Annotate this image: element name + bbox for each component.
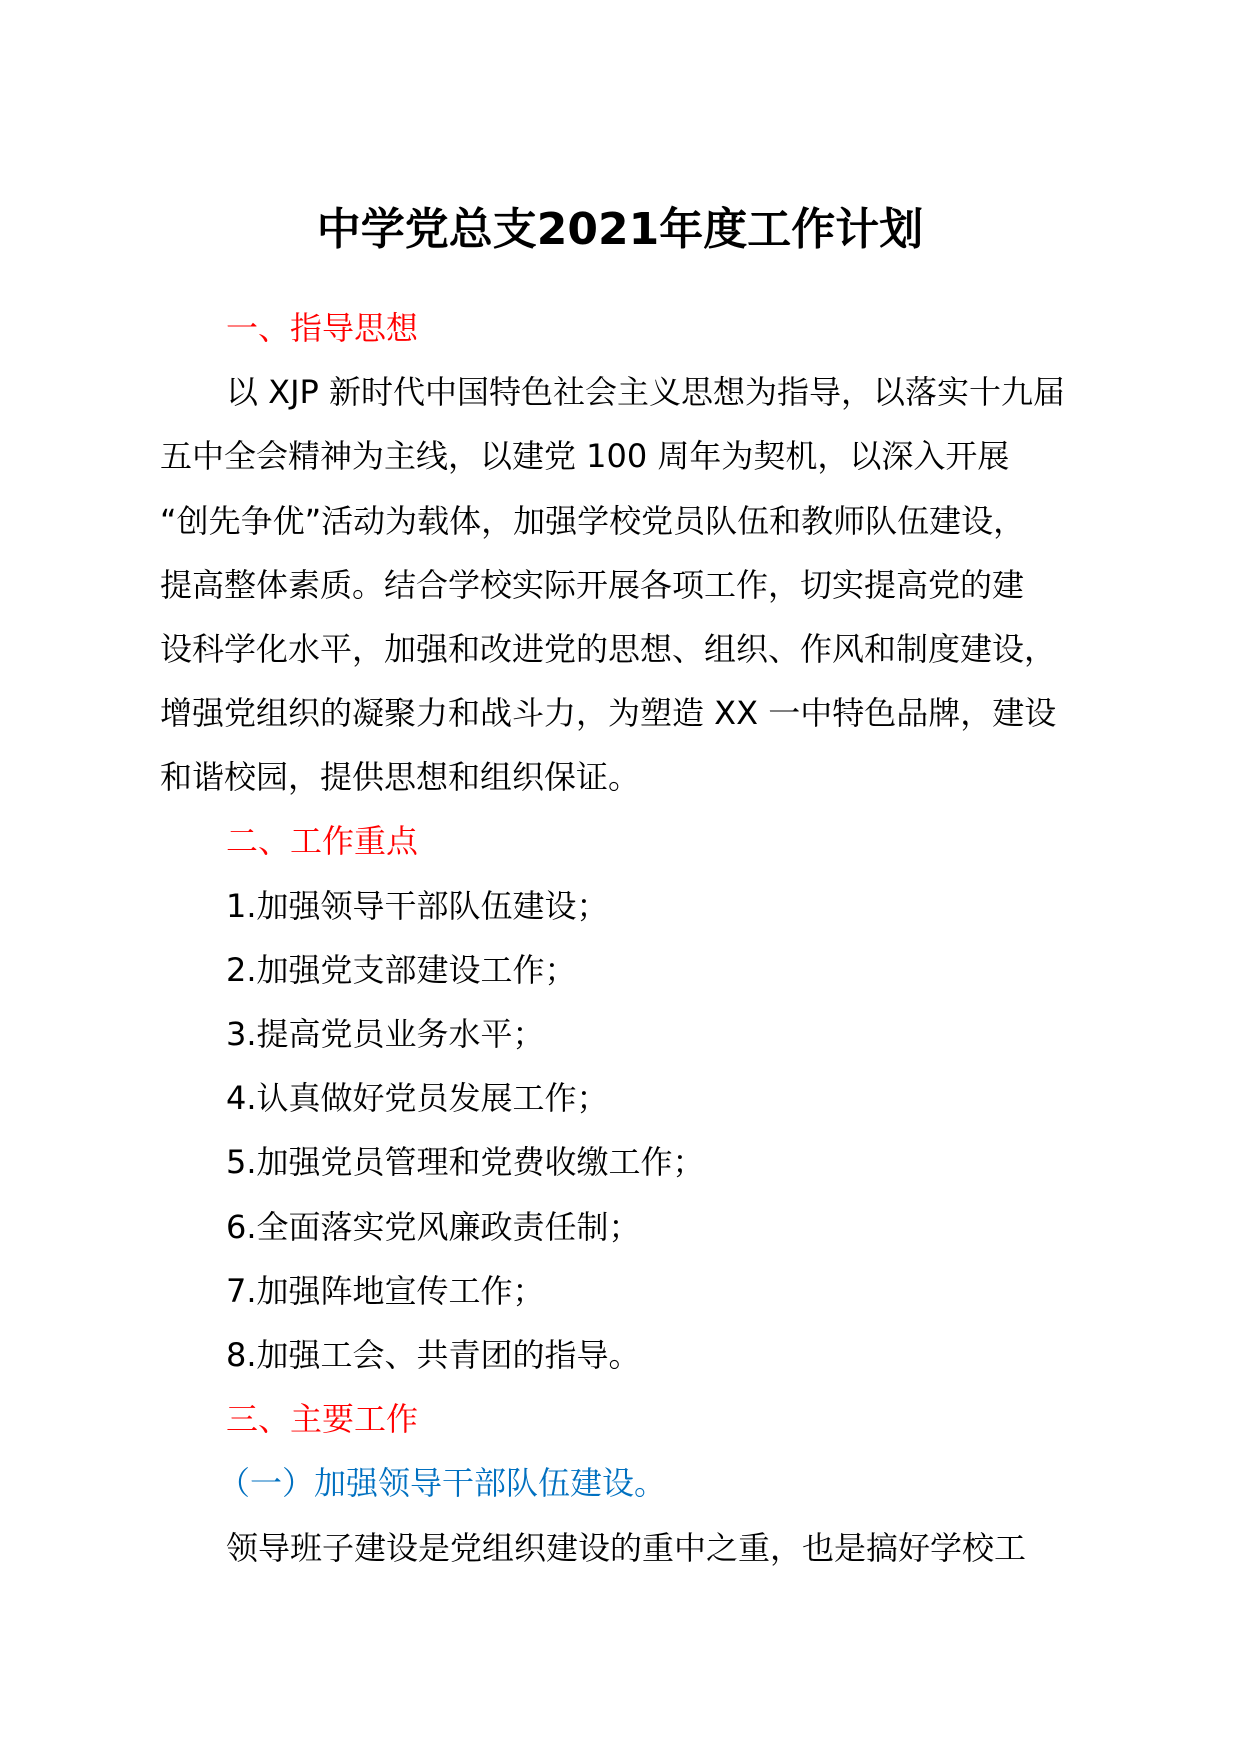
list-item: 1.加强领导干部队伍建设； xyxy=(226,887,609,925)
subsection-heading: （一）加强领导干部队伍建设。 xyxy=(218,1464,667,1502)
document-title: 中学党总支2021年度工作计划 xyxy=(316,204,924,255)
paragraph-line: 增强党组织的凝聚力和战斗力，为塑造 XX 一中特色品牌，建设 xyxy=(160,694,1057,732)
paragraph-line: 领导班子建设是党组织建设的重中之重，也是搞好学校工 xyxy=(226,1529,1027,1567)
paragraph-line: 以 XJP 新时代中国特色社会主义思想为指导，以落实十九届 xyxy=(226,373,1066,411)
paragraph-line: “创先争优”活动为载体，加强学校党员队伍和教师队伍建设， xyxy=(160,502,1026,540)
paragraph-line: 和谐校园，提供思想和组织保证。 xyxy=(160,758,641,796)
section-heading-work-focus: 二、工作重点 xyxy=(226,822,419,860)
list-item: 7.加强阵地宣传工作； xyxy=(226,1272,545,1310)
list-item: 4.认真做好党员发展工作； xyxy=(226,1079,609,1117)
list-item: 5.加强党员管理和党费收缴工作； xyxy=(226,1143,705,1181)
section-heading-main-work: 三、主要工作 xyxy=(226,1400,419,1438)
paragraph-line: 五中全会精神为主线，以建党 100 周年为契机，以深入开展 xyxy=(160,437,1010,475)
list-item: 2.加强党支部建设工作； xyxy=(226,951,577,989)
list-item: 6.全面落实党风廉政责任制； xyxy=(226,1208,641,1246)
list-item: 3.提高党员业务水平； xyxy=(226,1015,545,1053)
list-item: 8.加强工会、共青团的指导。 xyxy=(226,1336,641,1374)
paragraph-line: 提高整体素质。结合学校实际开展各项工作，切实提高党的建 xyxy=(160,566,1025,604)
section-heading-guiding-thought: 一、指导思想 xyxy=(226,309,419,347)
paragraph-line: 设科学化水平，加强和改进党的思想、组织、作风和制度建设， xyxy=(160,630,1057,668)
